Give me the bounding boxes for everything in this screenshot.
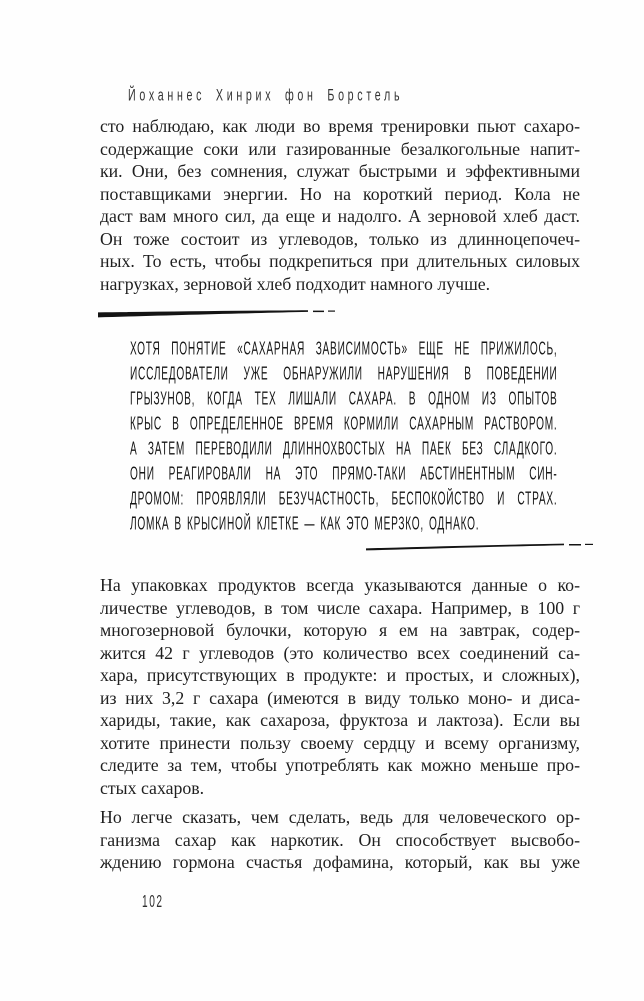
paragraph-1	[100, 115, 580, 295]
text-line: ных. То есть, чтобы подкрепиться при длительных силовых	[100, 251, 580, 271]
quote-line: ОНИ РЕАГИРОВАЛИ НА ЭТО ПРЯМО-ТАКИ АБСТИНЕНТНЫМ СИН-	[130, 463, 558, 484]
text-line: Он тоже состоит из углеводов, только из длинноцепочеч-	[100, 228, 580, 249]
quote-line: ДРОМОМ: ПРОЯВЛЯЛИ БЕЗУЧАСТНОСТЬ, БЕСПОКОЙСТВО И СТРАХ.	[130, 488, 558, 509]
text-line: следите за тем, чтобы употреблять как можно меньше про-	[100, 755, 580, 775]
text-line: нагрузках, зерновой хлеб подходит намного лучше.	[100, 273, 491, 294]
quote-bottom-rule-decoration	[366, 540, 601, 552]
quote-line: А ЗАТЕМ ПЕРЕВОДИЛИ ДЛИННОХВОСТЫХ НА ПАЕК БЕЗ СЛАДКОГО.	[130, 438, 558, 459]
paragraph-2	[100, 574, 580, 799]
quote-line: ЛОМКА В КРЫСИНОЙ КЛЕТКЕ — КАК ЭТО МЕРЗКО, ОДНАКО.	[130, 513, 480, 534]
text-line: личестве углеводов, в том числе сахара. Например, в 100 г	[100, 597, 580, 618]
text-line: многозерновой булочки, которую я ем на завтрак, содер-	[100, 620, 580, 640]
pull-quote-block	[130, 336, 558, 536]
text-line: из них 3,2 г сахара (имеются в виду только моно- и диса-	[100, 687, 580, 708]
quote-line: ГРЫЗУНОВ, КОГДА ТЕХ ЛИШАЛИ САХАРА. В ОДНОМ ИЗ ОПЫТОВ	[130, 388, 558, 409]
quote-line: ХОТЯ ПОНЯТИЕ «САХАРНАЯ ЗАВИСИМОСТЬ» ЕЩЕ НЕ ПРИЖИЛОСЬ,	[130, 338, 558, 359]
text-line: ки. Они, без сомнения, служат быстрыми и эффективными	[100, 161, 580, 181]
text-line: поставщиками энергии. Но на короткий период. Кола не	[100, 183, 580, 204]
text-line: хариды, такие, как сахароза, фруктоза и лактоза). Если вы	[100, 710, 580, 730]
text-line: На упаковках продуктов всегда указываются данные о ко-	[100, 575, 580, 595]
quote-line: ИССЛЕДОВАТЕЛИ УЖЕ ОБНАРУЖИЛИ НАРУШЕНИЯ В ПОВЕДЕНИИ	[130, 363, 558, 384]
text-line: сто наблюдаю, как люди во время тренировки пьют сахаро-	[100, 116, 580, 136]
text-line: ждению гормона счастья дофамина, который, как вы уже	[100, 852, 580, 872]
page-number: 102	[142, 891, 164, 912]
text-line: хотите принести пользу своему сердцу и всему организму,	[100, 732, 580, 753]
text-line: жится 42 г углеводов (это количество всех соединений са-	[100, 642, 580, 663]
quote-top-rule-decoration	[98, 309, 343, 321]
text-line: содержащие соки или газированные безалкогольные напит-	[100, 138, 580, 159]
text-line: ганизма сахар как наркотик. Он способствует высвобо-	[100, 829, 580, 850]
paragraph-3	[100, 806, 580, 874]
text-line: Но легче сказать, чем сделать, ведь для человеческого ор-	[100, 807, 580, 827]
quote-line: КРЫС В ОПРЕДЕЛЕННОЕ ВРЕМЯ КОРМИЛИ САХАРНЫМ РАСТВОРОМ.	[130, 413, 558, 434]
text-line: хара, присутствующих в продукте: и простых, и сложных),	[100, 665, 580, 685]
running-header-author: Йоханнес Хинрих фон Борстель	[128, 85, 404, 105]
text-line: стых сахаров.	[100, 777, 205, 798]
text-line: даст вам много сил, да еще и надолго. А зерновой хлеб даст.	[100, 206, 580, 226]
